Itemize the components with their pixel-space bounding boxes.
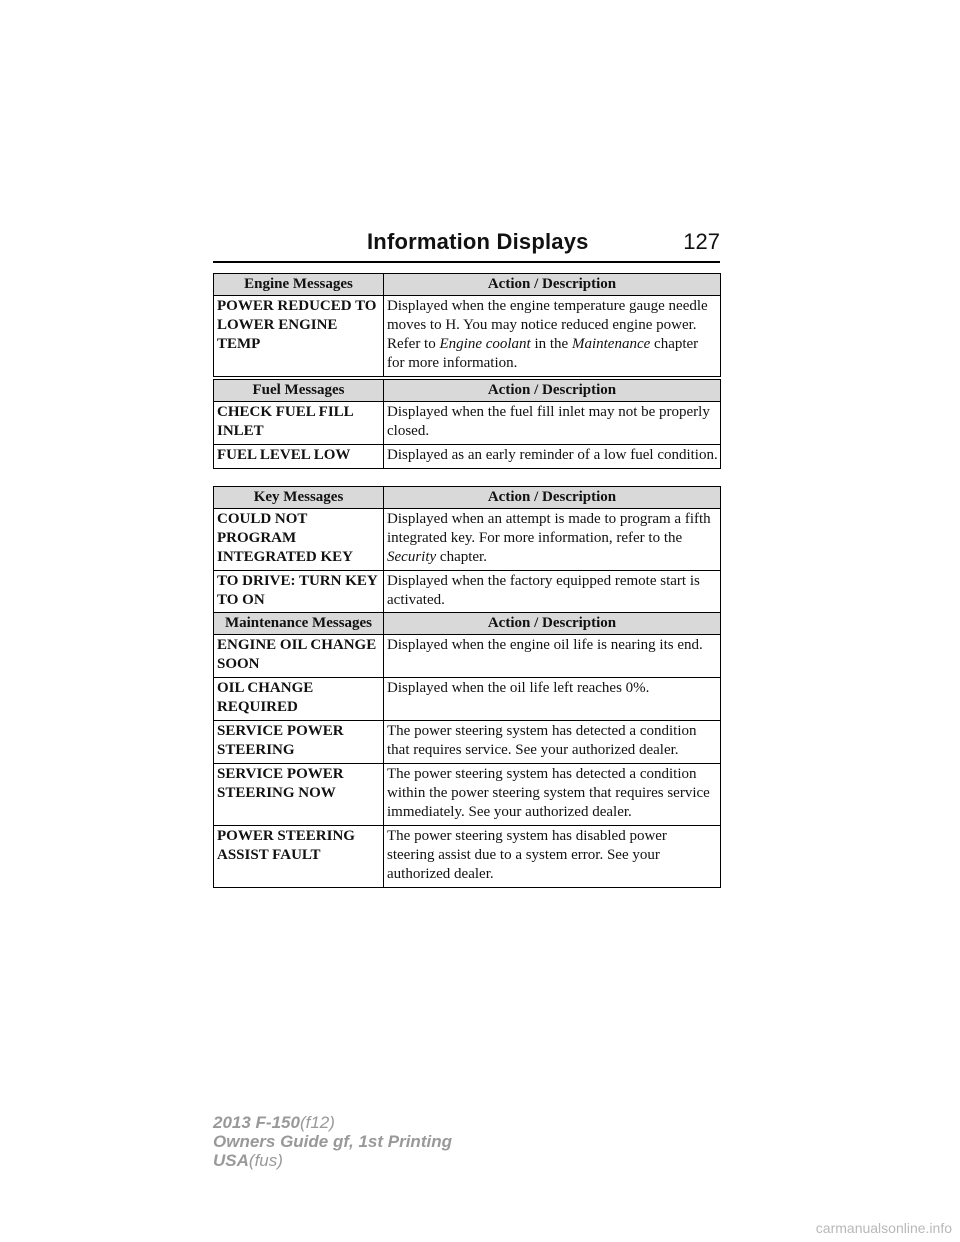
table-row	[214, 571, 721, 614]
message-cell: ENGINE OIL CHANGE SOON	[214, 635, 384, 678]
footer-region-code: (fus)	[248, 1151, 283, 1170]
message-cell: SERVICE POWER STEERING	[214, 721, 384, 764]
description-cell: The power steering system has disabled power steering assist due to a system error. See your authorized dealer.	[384, 826, 721, 888]
column-header-messages: Engine Messages	[214, 274, 384, 296]
column-header-action: Action / Description	[384, 613, 721, 635]
page-number: 127	[683, 229, 720, 254]
table-row	[214, 764, 721, 826]
description-text: Displayed when an attempt is made to program a fifth integrated key. For more information, refer to the	[387, 511, 711, 546]
description-cell: Displayed when the engine oil life is nearing its end.	[384, 635, 721, 678]
table-header-row	[214, 613, 721, 635]
message-cell: POWER REDUCED TO LOWER ENGINE TEMP	[214, 296, 384, 377]
description-text: in the	[534, 336, 569, 352]
column-header-action: Action / Description	[384, 380, 721, 402]
footer-code: (f12)	[299, 1113, 335, 1132]
print-footer	[213, 1113, 452, 1170]
table-row	[214, 635, 721, 678]
column-header-messages: Key Messages	[214, 487, 384, 509]
description-text: chapter for more information.	[387, 336, 699, 371]
description-cell: The power steering system has detected a condition that requires service. See your authorized dealer.	[384, 721, 721, 764]
message-cell: CHECK FUEL FILL INLET	[214, 402, 384, 445]
table-row	[214, 402, 721, 445]
page-title: Information Displays	[367, 229, 589, 254]
message-cell: OIL CHANGE REQUIRED	[214, 678, 384, 721]
table-row	[214, 721, 721, 764]
description-cell: Displayed as an early reminder of a low fuel condition.	[384, 445, 721, 469]
message-cell: FUEL LEVEL LOW	[214, 445, 384, 469]
column-header-action: Action / Description	[384, 274, 721, 296]
table-row	[214, 509, 721, 571]
description-cell: Displayed when the factory equipped remote start is activated.	[384, 571, 721, 614]
table-row	[214, 826, 721, 888]
message-cell: COULD NOT PROGRAM INTEGRATED KEY	[214, 509, 384, 571]
table-header-row	[214, 380, 721, 402]
table-header-row	[214, 487, 721, 509]
footer-region: USA	[213, 1151, 249, 1170]
watermark[interactable]: carmanualsonline.info	[815, 1220, 952, 1236]
description-text: chapter.	[439, 549, 487, 565]
column-header-messages: Fuel Messages	[214, 380, 384, 402]
footer-model: 2013 F-150	[213, 1113, 300, 1132]
page-header	[213, 229, 720, 263]
description-text: Displayed when the engine temperature gauge needle moves to H. You may notice reduced engine power. Refer to	[387, 298, 708, 352]
fuel-messages-table	[213, 379, 721, 469]
footer-line	[213, 1132, 452, 1151]
column-header-messages: Maintenance Messages	[214, 613, 384, 635]
description-cell	[384, 509, 721, 571]
description-cell: Displayed when the oil life left reaches 0%.	[384, 678, 721, 721]
description-cell: Displayed when the fuel fill inlet may not be properly closed.	[384, 402, 721, 445]
maintenance-messages-table	[213, 612, 721, 888]
table-header-row	[214, 274, 721, 296]
table-row	[214, 296, 721, 377]
message-cell: TO DRIVE: TURN KEY TO ON	[214, 571, 384, 614]
footer-line	[213, 1113, 452, 1132]
description-cell	[384, 296, 721, 377]
engine-messages-table	[213, 273, 721, 377]
message-cell: SERVICE POWER STEERING NOW	[214, 764, 384, 826]
table-row	[214, 445, 721, 469]
reference-engine-coolant: Engine coolant	[439, 336, 531, 352]
column-header-action: Action / Description	[384, 487, 721, 509]
footer-guide: Owners Guide gf, 1st Printing	[213, 1132, 452, 1151]
key-messages-table	[213, 486, 721, 614]
message-cell: POWER STEERING ASSIST FAULT	[214, 826, 384, 888]
reference-maintenance: Maintenance	[571, 336, 651, 352]
footer-line	[213, 1151, 452, 1170]
reference-security: Security	[387, 549, 437, 565]
table-row	[214, 678, 721, 721]
description-cell: The power steering system has detected a condition within the power steering system that requires service immediately. See your authorized dealer.	[384, 764, 721, 826]
